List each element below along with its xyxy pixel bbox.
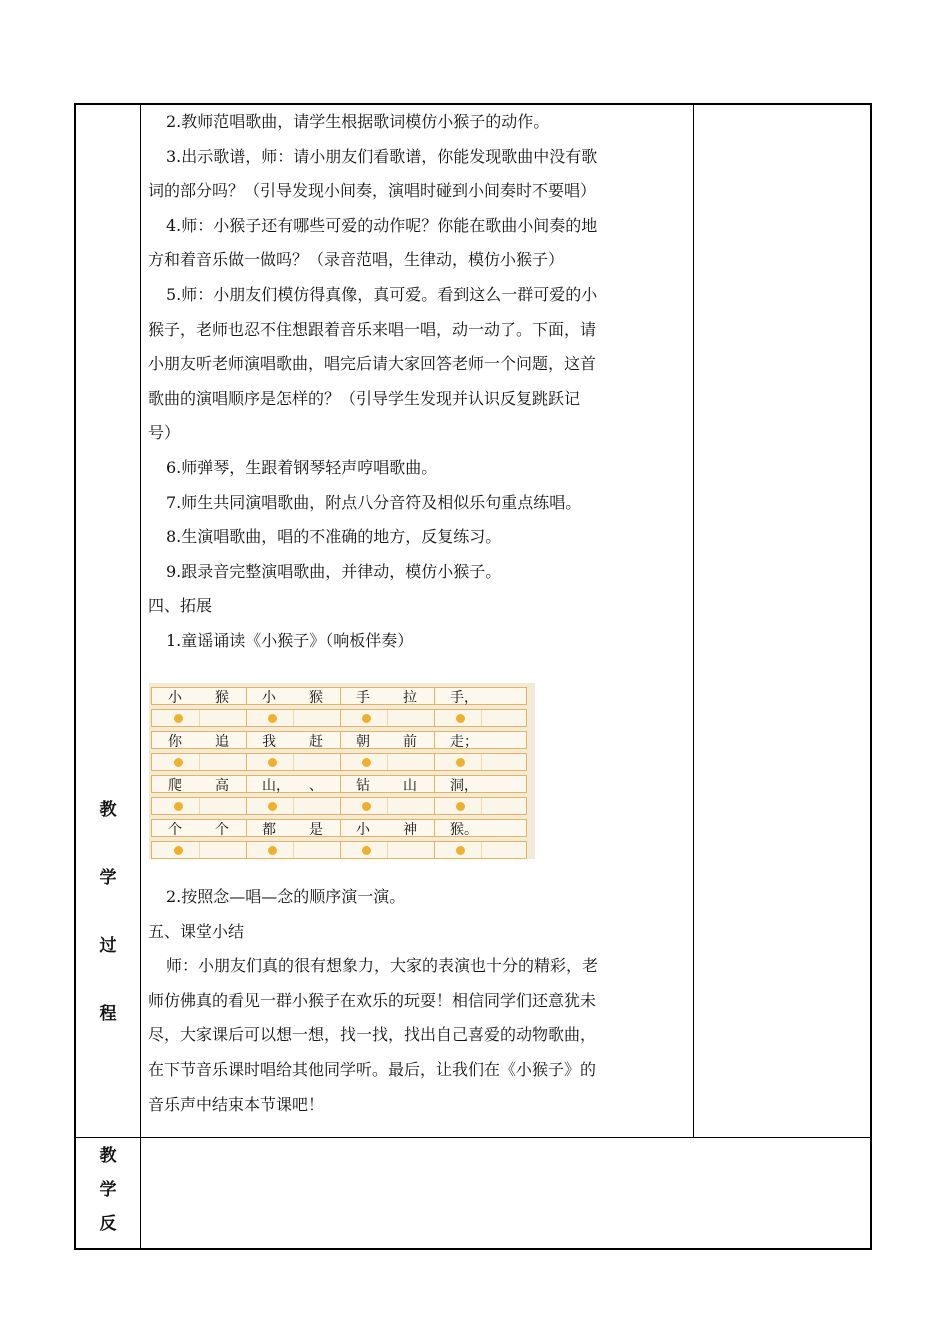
paragraph: 方和着音乐做一做吗？（录音范唱，生律动，模仿小猴子） [148, 250, 565, 270]
beat-dot-icon [362, 846, 371, 855]
rhyme-half-beat-divider [481, 710, 482, 726]
lesson-table [74, 103, 872, 1250]
rhyme-beat-divider [246, 842, 247, 858]
process-label-char: 学 [99, 868, 117, 888]
rhyme-beat-divider [340, 820, 341, 836]
beat-dot-icon [268, 758, 277, 767]
rhyme-half-beat-divider [293, 842, 294, 858]
rhyme-half-beat-divider [387, 798, 388, 814]
rhyme-beat-divider [246, 732, 247, 748]
rhyme-rhythm-image [149, 683, 535, 859]
rhyme-character: 小 [168, 690, 182, 706]
notes-column-divider [693, 105, 694, 1137]
beat-dot-icon [456, 802, 465, 811]
rhyme-text-row [151, 819, 527, 837]
beat-dot-icon [268, 802, 277, 811]
process-label-char: 程 [99, 1004, 117, 1024]
rhyme-text-row [151, 731, 527, 749]
rhyme-character: 小 [356, 822, 370, 838]
rhyme-text-row [151, 687, 527, 705]
rhyme-character: 山 [403, 778, 417, 794]
rhyme-half-beat-divider [199, 710, 200, 726]
paragraph: 在下节音乐课时唱给其他同学听。最后，让我们在《小猴子》的 [148, 1059, 597, 1079]
paragraph: 9.跟录音完整演唱歌曲，并律动，模仿小猴子。 [166, 561, 502, 581]
rhyme-beat-row [151, 709, 527, 727]
rhyme-half-beat-divider [481, 842, 482, 858]
rhyme-beat-divider [246, 776, 247, 792]
rhyme-character: 是 [309, 822, 323, 838]
rhyme-character: 高 [215, 778, 229, 794]
rhyme-beat-divider [340, 754, 341, 770]
paragraph: 1.童谣诵读《小猴子》（响板伴奏） [166, 630, 414, 650]
section-divider [76, 1137, 870, 1138]
rhyme-character: 朝 [356, 734, 370, 750]
section-heading: 五、课堂小结 [148, 921, 245, 941]
beat-dot-icon [268, 714, 277, 723]
beat-dot-icon [362, 802, 371, 811]
rhyme-beat-divider [340, 688, 341, 704]
rhyme-beat-divider [434, 798, 435, 814]
rhyme-character: 个 [168, 822, 182, 838]
rhyme-beat-row [151, 797, 527, 815]
rhyme-half-beat-divider [293, 710, 294, 726]
rhyme-half-beat-divider [387, 710, 388, 726]
paragraph: 词的部分吗？（引导发现小间奏，演唱时碰到小间奏时不要唱） [148, 181, 597, 201]
paragraph: 小朋友听老师演唱歌曲，唱完后请大家回答老师一个问题，这首 [148, 354, 597, 374]
rhyme-half-beat-divider [481, 754, 482, 770]
rhyme-character: 手 [356, 690, 370, 706]
rhyme-half-beat-divider [387, 754, 388, 770]
paragraph: 师仿佛真的看见一群小猴子在欢乐的玩耍！相信同学们还意犹未 [148, 990, 597, 1010]
rhyme-beat-divider [340, 732, 341, 748]
beat-dot-icon [456, 714, 465, 723]
rhyme-beat-divider [246, 754, 247, 770]
beat-dot-icon [362, 758, 371, 767]
paragraph: 6.师弹琴，生跟着钢琴轻声哼唱歌曲。 [166, 457, 438, 477]
rhyme-half-beat-divider [293, 754, 294, 770]
rhyme-text-row [151, 775, 527, 793]
process-label-char: 教 [99, 800, 117, 820]
rhyme-character: 猴。 [450, 822, 478, 838]
rhyme-half-beat-divider [199, 842, 200, 858]
paragraph: 师：小朋友们真的很有想象力，大家的表演也十分的精彩，老 [166, 956, 599, 976]
rhyme-character: 爬 [168, 778, 182, 794]
paragraph: 猴子，老师也忍不住想跟着音乐来唱一唱，动一动了。下面，请 [148, 319, 597, 339]
paragraph: 5.师：小朋友们模仿得真像，真可爱。看到这么一群可爱的小 [166, 284, 598, 304]
rhyme-character: 神 [403, 822, 417, 838]
rhyme-beat-row [151, 753, 527, 771]
rhyme-half-beat-divider [387, 842, 388, 858]
rhyme-character: 猴 [215, 690, 229, 706]
rhyme-beat-row [151, 841, 527, 859]
rhyme-character: 洞， [450, 778, 478, 794]
beat-dot-icon [362, 714, 371, 723]
paragraph: 尽，大家课后可以想一想，找一找，找出自己喜爱的动物歌曲， [148, 1025, 597, 1045]
rhyme-character: 走； [450, 734, 478, 750]
rhyme-beat-divider [434, 688, 435, 704]
rhyme-character: 个 [215, 822, 229, 838]
paragraph: 4.师：小猴子还有哪些可爱的动作呢？你能在歌曲小间奏的地 [166, 215, 598, 235]
rhyme-character: 、 [309, 778, 323, 794]
rhyme-character: 我 [262, 734, 276, 750]
reflection-label [76, 1141, 140, 1243]
rhyme-beat-divider [434, 776, 435, 792]
paragraph: 2.教师范唱歌曲，请学生根据歌词模仿小猴子的动作。 [166, 112, 550, 131]
process-label-char: 过 [99, 936, 117, 956]
rhyme-character: 追 [215, 734, 229, 750]
rhyme-beat-divider [246, 798, 247, 814]
rhyme-character: 手， [450, 690, 478, 706]
rhyme-beat-divider [246, 820, 247, 836]
rhyme-beat-divider [340, 842, 341, 858]
rhyme-character: 前 [403, 734, 417, 750]
rhyme-character: 赶 [309, 734, 323, 750]
rhyme-character: 你 [168, 734, 182, 750]
rhyme-character: 都 [262, 822, 276, 838]
rhyme-character: 钻 [356, 778, 370, 794]
section-heading: 四、拓展 [148, 596, 213, 616]
process-content-after-rhyme [148, 880, 693, 1122]
paragraph: 7.师生共同演唱歌曲，附点八分音符及相似乐句重点练唱。 [166, 492, 582, 512]
rhyme-character: 山， [262, 778, 290, 794]
rhyme-beat-divider [434, 710, 435, 726]
paragraph: 歌曲的演唱顺序是怎样的？（引导学生发现并认识反复跳跃记 [148, 388, 581, 408]
rhyme-half-beat-divider [199, 798, 200, 814]
paragraph: 8.生演唱歌曲，唱的不准确的地方，反复练习。 [166, 527, 502, 547]
beat-dot-icon [174, 758, 183, 767]
beat-dot-icon [456, 758, 465, 767]
rhyme-beat-divider [434, 754, 435, 770]
paragraph: 号） [148, 423, 181, 443]
rhyme-character: 猴 [309, 690, 323, 706]
rhyme-beat-divider [434, 842, 435, 858]
beat-dot-icon [456, 846, 465, 855]
rhyme-beat-divider [246, 710, 247, 726]
rhyme-beat-divider [434, 732, 435, 748]
beat-dot-icon [174, 802, 183, 811]
beat-dot-icon [174, 846, 183, 855]
rhyme-beat-divider [340, 776, 341, 792]
paragraph: 音乐声中结束本节课吧！ [148, 1094, 325, 1114]
beat-dot-icon [174, 714, 183, 723]
reflection-label-char: 反 [99, 1214, 117, 1234]
rhyme-half-beat-divider [481, 798, 482, 814]
rhyme-beat-divider [246, 688, 247, 704]
beat-dot-icon [268, 846, 277, 855]
label-column-divider [140, 105, 141, 1248]
rhyme-beat-divider [434, 820, 435, 836]
process-label [76, 795, 140, 1067]
rhyme-beat-divider [340, 710, 341, 726]
reflection-label-char: 教 [99, 1146, 117, 1166]
paragraph: 2.按照念—唱—念的顺序演一演。 [166, 887, 406, 906]
rhyme-beat-divider [340, 798, 341, 814]
rhyme-half-beat-divider [293, 798, 294, 814]
rhyme-character: 小 [262, 690, 276, 706]
rhyme-half-beat-divider [199, 754, 200, 770]
rhyme-character: 拉 [403, 690, 417, 706]
reflection-label-char: 学 [99, 1180, 117, 1200]
paragraph: 3.出示歌谱，师：请小朋友们看歌谱，你能发现歌曲中没有歌 [166, 146, 598, 166]
process-content [148, 105, 693, 659]
